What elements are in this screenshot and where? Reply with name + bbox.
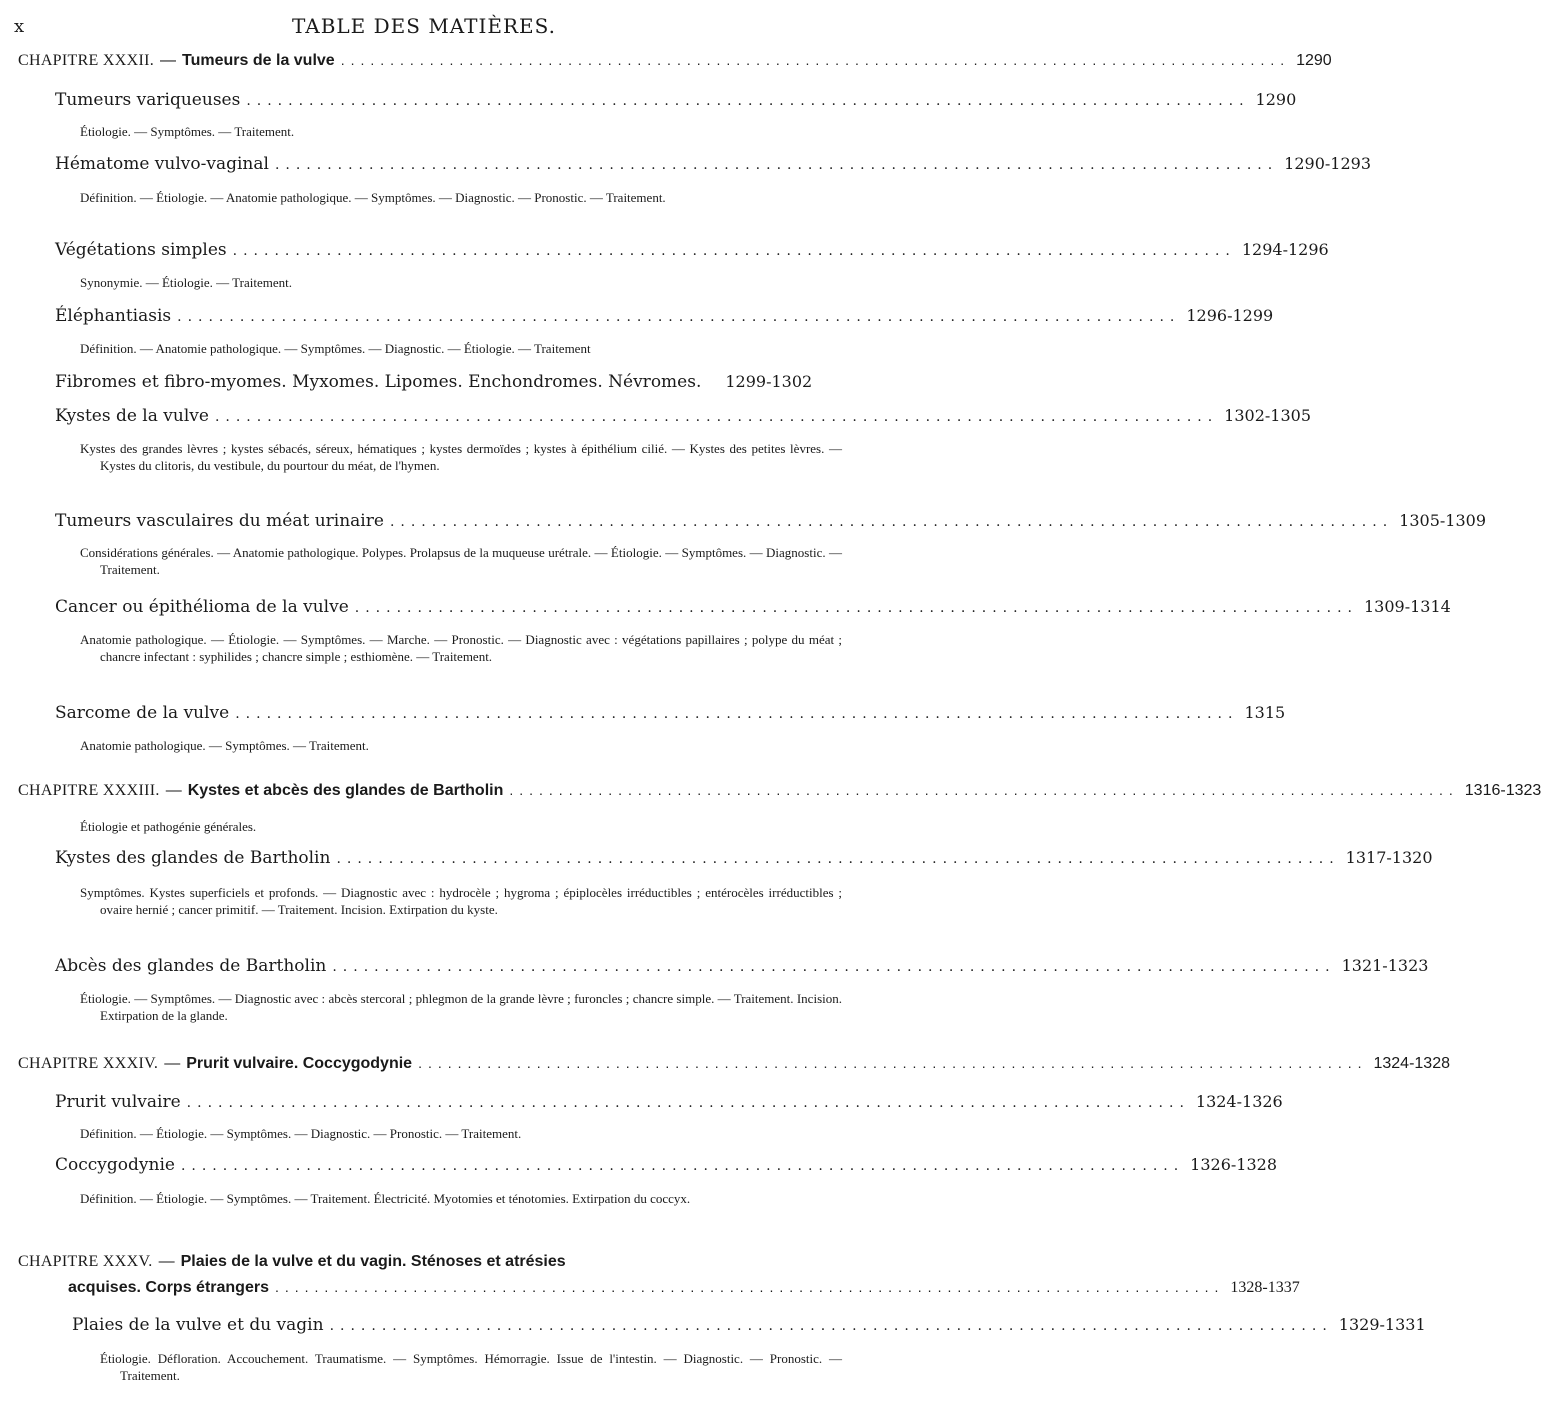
- section-title: Kystes de la vulve: [55, 406, 209, 426]
- chapter-title: Kystes et abcès des glandes de Bartholin: [187, 782, 504, 799]
- section-title: Kystes des glandes de Bartholin: [55, 848, 331, 868]
- section-entry: Éléphantiasis ................................................................................................ 1296-1299: [55, 306, 1274, 326]
- section-description: Définition. — Étiologie. — Anatomie pathologique. — Symptômes. — Diagnostic. — Pronostic. — Traitement.: [80, 190, 666, 205]
- section-title: Plaies de la vulve et du vagin: [72, 1315, 324, 1335]
- chapter-entry: CHAPITRE XXXII. — Tumeurs de la vulve ................................................................................................ 1290: [18, 52, 1332, 69]
- page-range: 1290: [1296, 52, 1332, 69]
- section-description: Définition. — Étiologie. — Symptômes. — Diagnostic. — Pronostic. — Traitement.: [80, 1126, 522, 1141]
- page-range: 1324-1326: [1195, 1092, 1283, 1111]
- section-title: Végétations simples: [55, 240, 227, 260]
- section-entry: Abcès des glandes de Bartholin ................................................................................................ 1321-1323: [55, 956, 1429, 976]
- page-range: 1324-1328: [1373, 1055, 1450, 1072]
- chapter-description: Étiologie et pathogénie générales.: [80, 819, 257, 834]
- chapter-entry: CHAPITRE XXXIV. — Prurit vulvaire. Coccygodynie ................................................................................................ 1324-1328: [18, 1055, 1450, 1072]
- section-description: Étiologie. — Symptômes. — Diagnostic avec : abcès stercoral ; phlegmon de la grande lèvre ; furoncles ; chancre simple. — Traitement. Incision. Extirpation de la glande.: [80, 991, 842, 1023]
- page-range: 1290-1293: [1284, 154, 1372, 173]
- chapter-entry: CHAPITRE XXXIII. — Kystes et abcès des glandes de Bartholin ................................................................................................ 1316-1323: [18, 782, 1541, 799]
- section-entry: Plaies de la vulve et du vagin ................................................................................................ 1329-1331: [72, 1315, 1426, 1335]
- chapter-number: CHAPITRE XXXII.: [18, 52, 155, 69]
- page-range: 1328-1337: [1230, 1279, 1300, 1296]
- section-title: Cancer ou épithélioma de la vulve: [55, 597, 349, 617]
- section-entry: [55, 372, 822, 392]
- page-range: 1321-1323: [1341, 956, 1429, 975]
- section-title: Éléphantiasis: [55, 306, 172, 326]
- section-description: Définition. — Étiologie. — Symptômes. — Traitement. Électricité. Myotomies et ténotomies. Extirpation du coccyx.: [80, 1191, 691, 1206]
- page-range: 1329-1331: [1338, 1315, 1426, 1334]
- section-description: Définition. — Anatomie pathologique. — Symptômes. — Diagnostic. — Étiologie. — Traitement: [80, 341, 591, 356]
- chapter-title: Prurit vulvaire. Coccygodynie: [186, 1055, 413, 1072]
- chapter-number: CHAPITRE XXXV.: [18, 1253, 153, 1270]
- page-range: 1305-1309: [1399, 511, 1486, 530]
- section-title: Fibromes et fibro-myomes. Myxomes. Lipomes. Enchondromes. Névromes.: [55, 372, 702, 392]
- section-entry: Kystes des glandes de Bartholin ................................................................................................ 1317-1320: [55, 848, 1433, 868]
- section-description: Étiologie. Défloration. Accouchement. Traumatisme. — Symptômes. Hémorragie. Issue de l'intestin. — Diagnostic. — Pronostic. — Traitement.: [100, 1351, 842, 1383]
- section-description: Étiologie. — Symptômes. — Traitement.: [80, 124, 295, 139]
- page-title: TABLE DES MATIÈRES.: [292, 14, 556, 38]
- section-entry: Tumeurs vasculaires du méat urinaire ................................................................................................ 1305-1309: [55, 511, 1486, 531]
- chapter-title-continued: acquises. Corps étrangers ................................................................................................ 1328-1337: [68, 1279, 1300, 1296]
- page-range: 1296-1299: [1186, 306, 1274, 325]
- chapter-number: CHAPITRE XXXIV.: [18, 1055, 159, 1072]
- section-title: Abcès des glandes de Bartholin: [55, 956, 327, 976]
- section-title: Prurit vulvaire: [55, 1092, 181, 1112]
- page-range: 1315: [1244, 703, 1286, 722]
- section-entry: Coccygodynie ................................................................................................ 1326-1328: [55, 1155, 1278, 1175]
- section-title: Tumeurs variqueuses: [55, 90, 241, 110]
- chapter-entry: CHAPITRE XXXV. — Plaies de la vulve et du vagin. Sténoses et atrésies: [18, 1253, 566, 1270]
- section-title: Hématome vulvo-vaginal: [55, 154, 269, 174]
- page-number: x: [14, 16, 25, 37]
- section-entry: Hématome vulvo-vaginal ................................................................................................ 1290-1293: [55, 154, 1372, 174]
- section-entry: Prurit vulvaire ................................................................................................ 1324-1326: [55, 1092, 1283, 1112]
- section-entry: Tumeurs variqueuses ................................................................................................ 1290: [55, 90, 1297, 110]
- section-title: Sarcome de la vulve: [55, 703, 230, 723]
- section-entry: Végétations simples ................................................................................................ 1294-1296: [55, 240, 1329, 260]
- chapter-title: Plaies de la vulve et du vagin. Sténoses et atrésies: [180, 1253, 566, 1270]
- chapter-title: Tumeurs de la vulve: [182, 52, 335, 69]
- section-description: Considérations générales. — Anatomie pathologique. Polypes. Prolapsus de la muqueuse urétrale. — Étiologie. — Symptômes. — Diagnostic. — Traitement.: [80, 545, 842, 577]
- page-range: 1317-1320: [1345, 848, 1433, 867]
- section-description: Synonymie. — Étiologie. — Traitement.: [80, 275, 292, 290]
- page-range: 1326-1328: [1190, 1155, 1278, 1174]
- section-entry: Cancer ou épithélioma de la vulve ................................................................................................ 1309-1314: [55, 597, 1451, 617]
- page-range: 1294-1296: [1241, 240, 1329, 259]
- section-description: Kystes des grandes lèvres ; kystes sébacés, séreux, hématiques ; kystes dermoïdes ; kystes à épithélium cilié. — Kystes des petites lèvres. — Kystes du clitoris, du vestibule, du pourtour du méat, de l'hymen.: [80, 441, 842, 473]
- section-description: Anatomie pathologique. — Symptômes. — Traitement.: [80, 738, 369, 753]
- page-range: 1316-1323: [1464, 782, 1541, 799]
- section-description: Symptômes. Kystes superficiels et profonds. — Diagnostic avec : hydrocèle ; hygroma ; épiplocèles irréductibles ; entérocèles irréductibles ; ovaire hernié ; cancer primitif. — Traitement. Incision. Extirpation du kyste.: [80, 885, 842, 917]
- page-range: 1299-1302: [725, 372, 813, 391]
- page-range: 1309-1314: [1363, 597, 1451, 616]
- page-range: 1302-1305: [1224, 406, 1312, 425]
- page-range: 1290: [1255, 90, 1297, 109]
- page-header: [0, 14, 848, 44]
- chapter-title-line2: acquises. Corps étrangers: [68, 1279, 269, 1296]
- section-description: Anatomie pathologique. — Étiologie. — Symptômes. — Marche. — Pronostic. — Diagnostic avec : végétations papillaires ; polype du méat ; chancre infectant : syphilides ; chancre simple ; esthiomène. — Traitement.: [80, 632, 842, 664]
- section-title: Tumeurs vasculaires du méat urinaire: [55, 511, 384, 531]
- section-entry: Kystes de la vulve ................................................................................................ 1302-1305: [55, 406, 1312, 426]
- chapter-number: CHAPITRE XXXIII.: [18, 782, 160, 799]
- section-title: Coccygodynie: [55, 1155, 175, 1175]
- section-entry: Sarcome de la vulve ................................................................................................ 1315: [55, 703, 1286, 723]
